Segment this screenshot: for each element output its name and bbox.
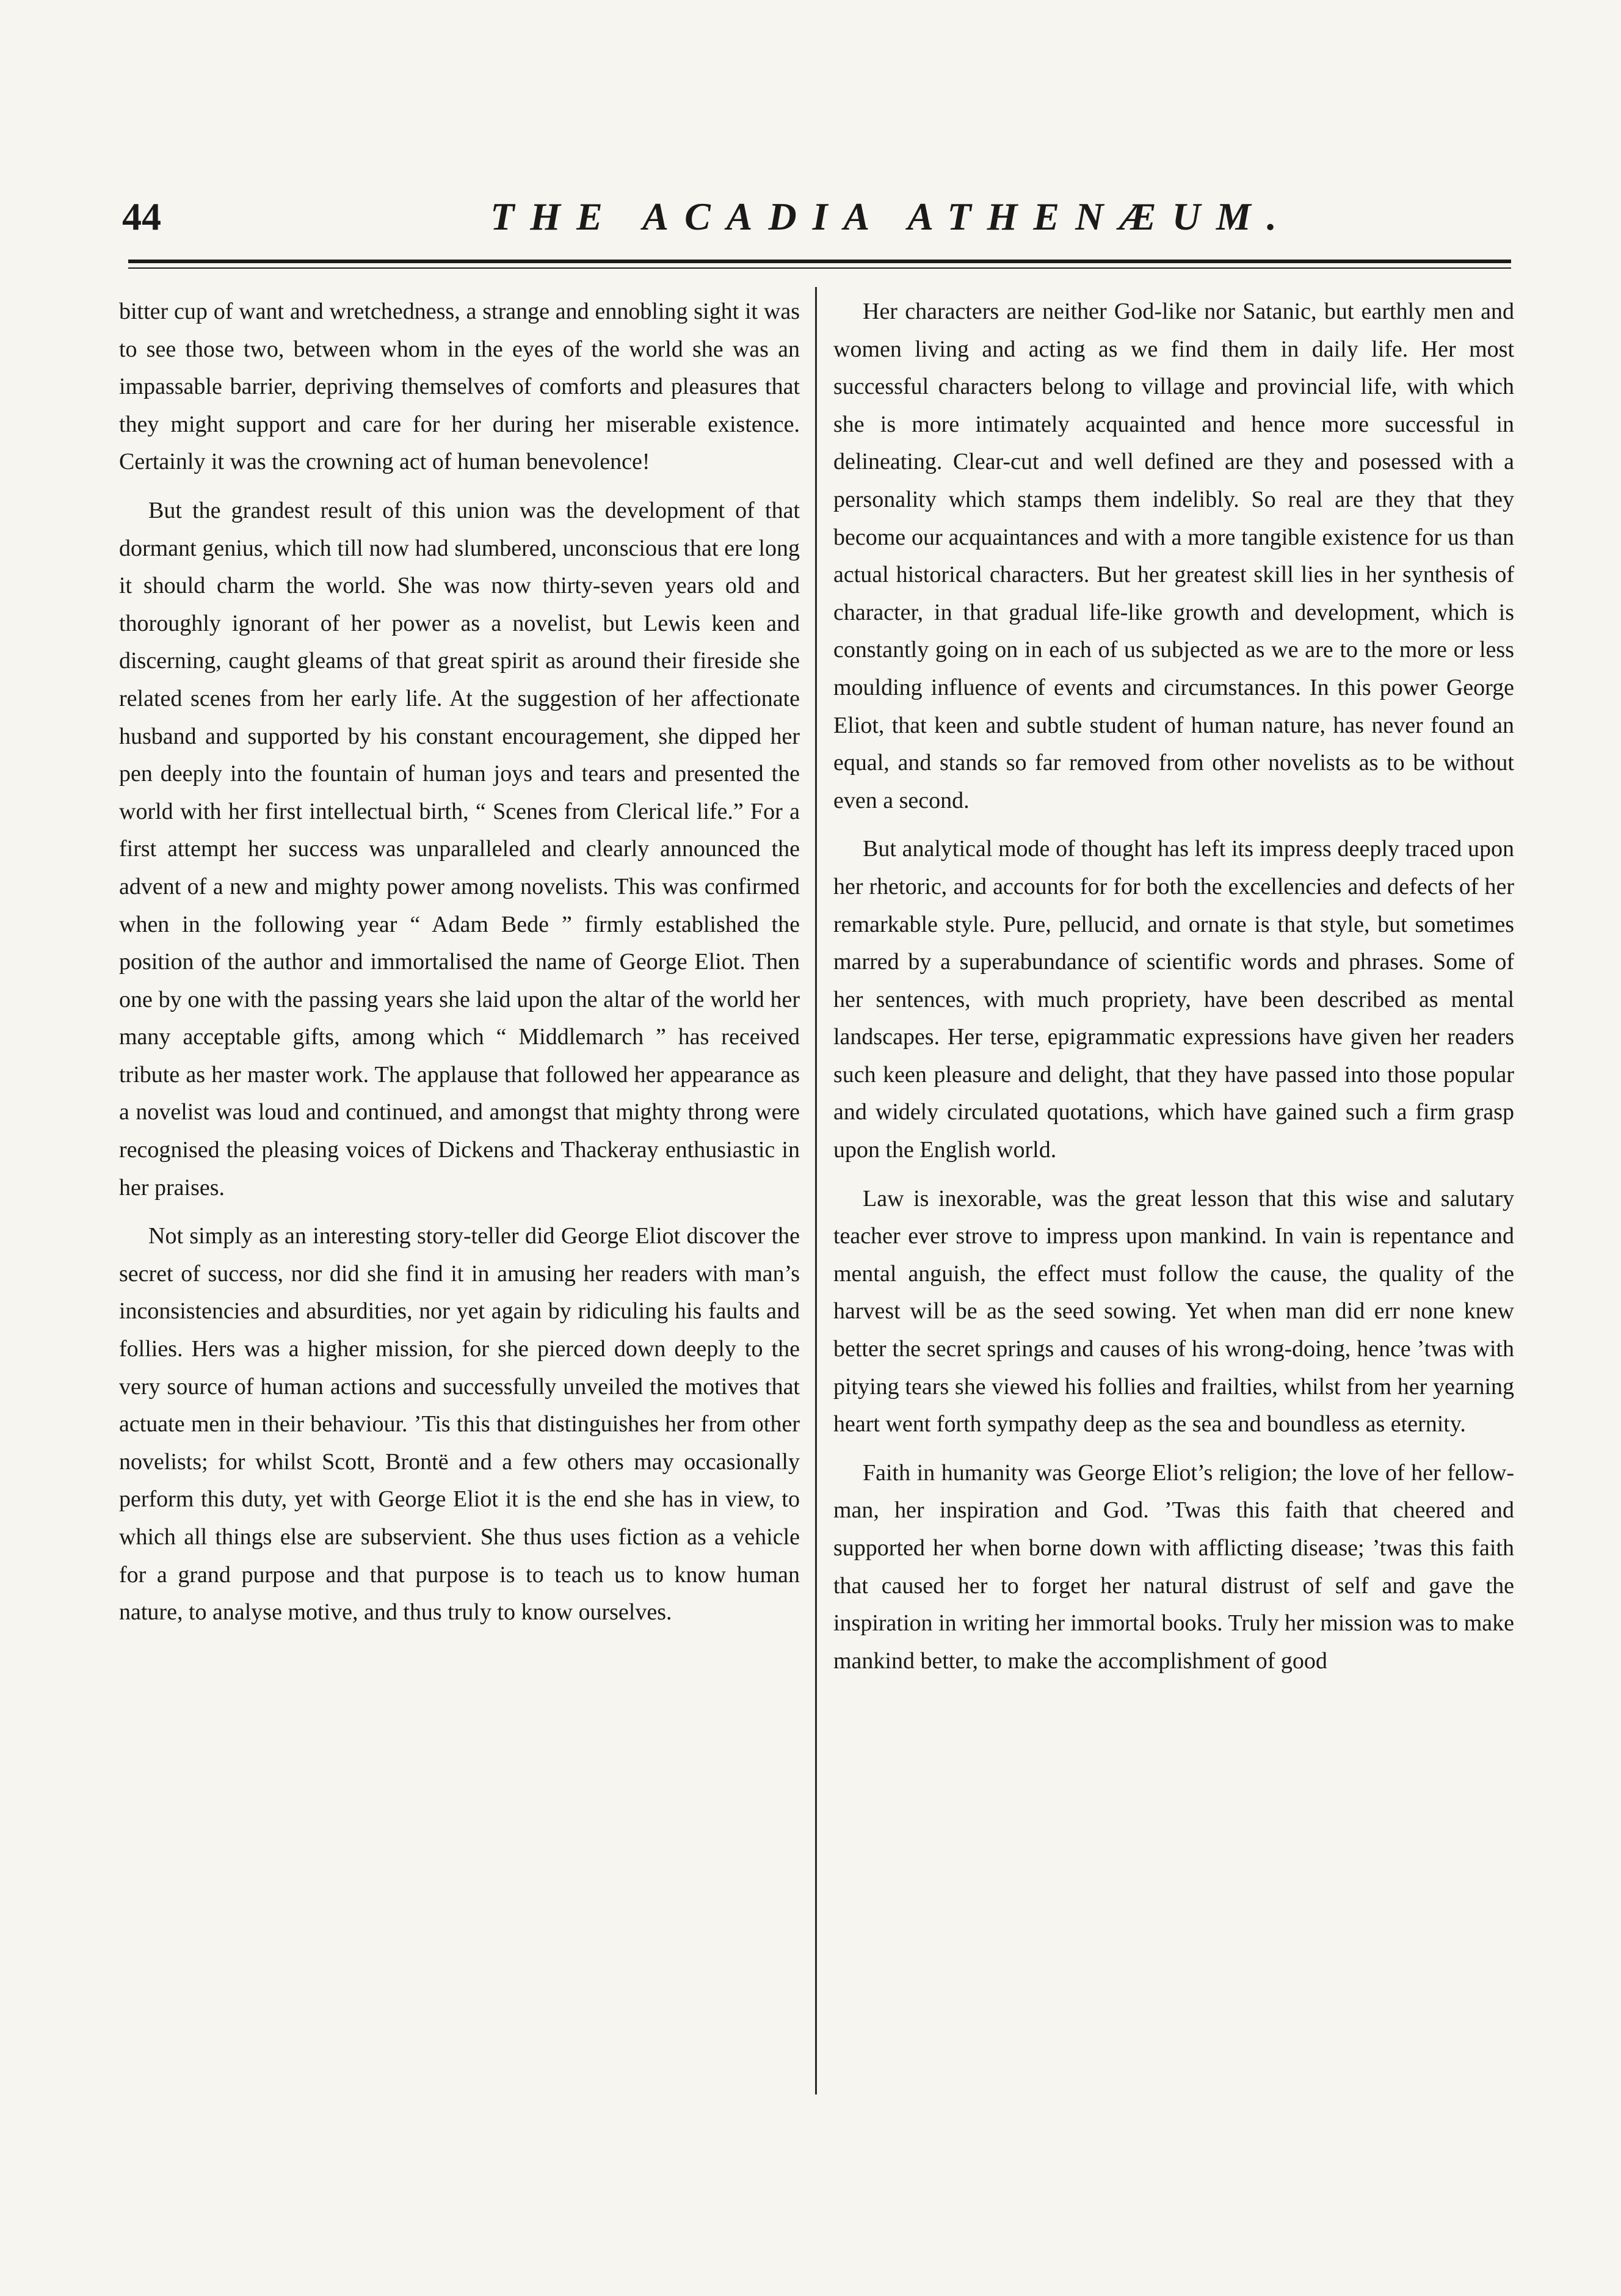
paragraph: Law is inexorable, was the great lesson that this wise and salutary teacher ever strove to impress upon mankind. In vain is repentance and mental anguish, the effect must follow the cause, the quality of the harvest will be as the seed sowing. Yet when man did err none knew better the secret springs and causes of his wrong-doing, hence ’twas with pitying tears she viewed his follies and frailties, whilst from her yearning heart went forth sympathy deep as the sea and boundless as eternity. [833, 1185, 1514, 1437]
paragraph: But the grandest result of this union was the development of that dormant genius, which till now had slumbered, unconscious that ere long it should charm the world. She was now thirty-seven years old and thoroughly ignorant of her power as a novelist, but Lewis keen and discerning, caught gleams of that great spirit as around their fireside she related scenes from her early life. At the suggestion of her affectionate husband and supported by his constant encouragement, she dipped her pen deeply into the fountain of human joys and tears and presented the world with her first intellectual birth, “ Scenes from Clerical life.” For a first attempt her success was unparalleled and clearly announced the advent of a new and mighty power among novelists. This was confirmed when in the following year “ Adam Bede ” firmly established the position of the author and immortalised the name of George Eliot. Then one by one with the passing years she laid upon the altar of the world her many acceptable gifts, among which “ Middlemarch ” has received tribute as her master work. The applause that followed her appearance as a novelist was loud and continued, and amongst that mighty throng were recognised the pleasing voices of Dickens and Thackeray enthusiastic in her praises. [119, 497, 800, 1201]
header-rule [128, 260, 1511, 263]
paragraph: Not simply as an interesting story-teller did George Eliot discover the secret of success, nor did she find it in amusing her readers with man’s inconsistencies and absurdities, nor yet again by ridiculing his faults and follies. Hers was a higher mission, for she pierced down deeply to the very source of human actions and successfully unveiled the motives that actuate men in their behaviour. ’Tis this that distinguishes her from other novelists; for whilst Scott, Brontë and a few others may occasionally perform this duty, yet with George Eliot it is the end she has in view, to which all things else are subservient. She thus uses fiction as a vehicle for a grand purpose and that purpose is to teach us to know human nature, to analyse motive, and thus truly to know ourselves. [119, 1223, 800, 1626]
running-head: THE ACADIA ATHENÆUM. [490, 195, 1293, 238]
page-header [122, 183, 1514, 250]
page-number: 44 [122, 195, 161, 238]
paragraph: bitter cup of want and wretchedness, a strange and ennobling sight it was to see those two, between whom in the eyes of the world she was an impassable barrier, depriving themselves of comforts and pleasures that they might support and care for her during her miserable existence. Certainly it was the crowning act of human benevolence! [119, 299, 800, 475]
paragraph: Faith in humanity was George Eliot’s religion; the love of her fellow-man, her inspiration and God. ’Twas this faith that cheered and supported her when borne down with afflicting disease; ’twas this faith that caused her to forget her natural distrust of self and gave the inspiration in writing her immortal books. Truly her mission was to make mankind better, to make the accomplishment of good [833, 1459, 1514, 1674]
column-divider [815, 287, 817, 2094]
paragraph: Her characters are neither God-like nor Satanic, but earthly men and women living and acting as we find them in daily life. Her most successful characters belong to village and provincial life, with which she is more intimately acquainted and hence more successful in delineating. Clear-cut and well defined are they and posessed with a personality which stamps them indelibly. So real are they that they become our acquaintances and with a more tangible existence for us than actual historical characters. But her greatest skill lies in her synthesis of character, in that gradual life-like growth and development, which is constantly going on in each of us subjected as we are to the more or less moulding influence of events and circumstances. In this power George Eliot, that keen and subtle student of human nature, has never found an equal, and stands so far removed from other novelists as to be without even a second. [833, 299, 1514, 813]
paragraph: But analytical mode of thought has left its impress deeply traced upon her rhetoric, and accounts for for both the excellencies and defects of her remarkable style. Pure, pellucid, and ornate is that style, but sometimes marred by a superabundance of scientific words and phrases. Some of her sentences, with much propriety, have been described as mental landscapes. Her terse, epigrammatic expressions have given her readers such keen pleasure and delight, that they have passed into those popular and widely circulated quotations, which have gained such a firm grasp upon the English world. [833, 836, 1514, 1163]
left-column [119, 293, 800, 1643]
right-column [833, 293, 1514, 1691]
header-rule-thin [128, 267, 1511, 269]
